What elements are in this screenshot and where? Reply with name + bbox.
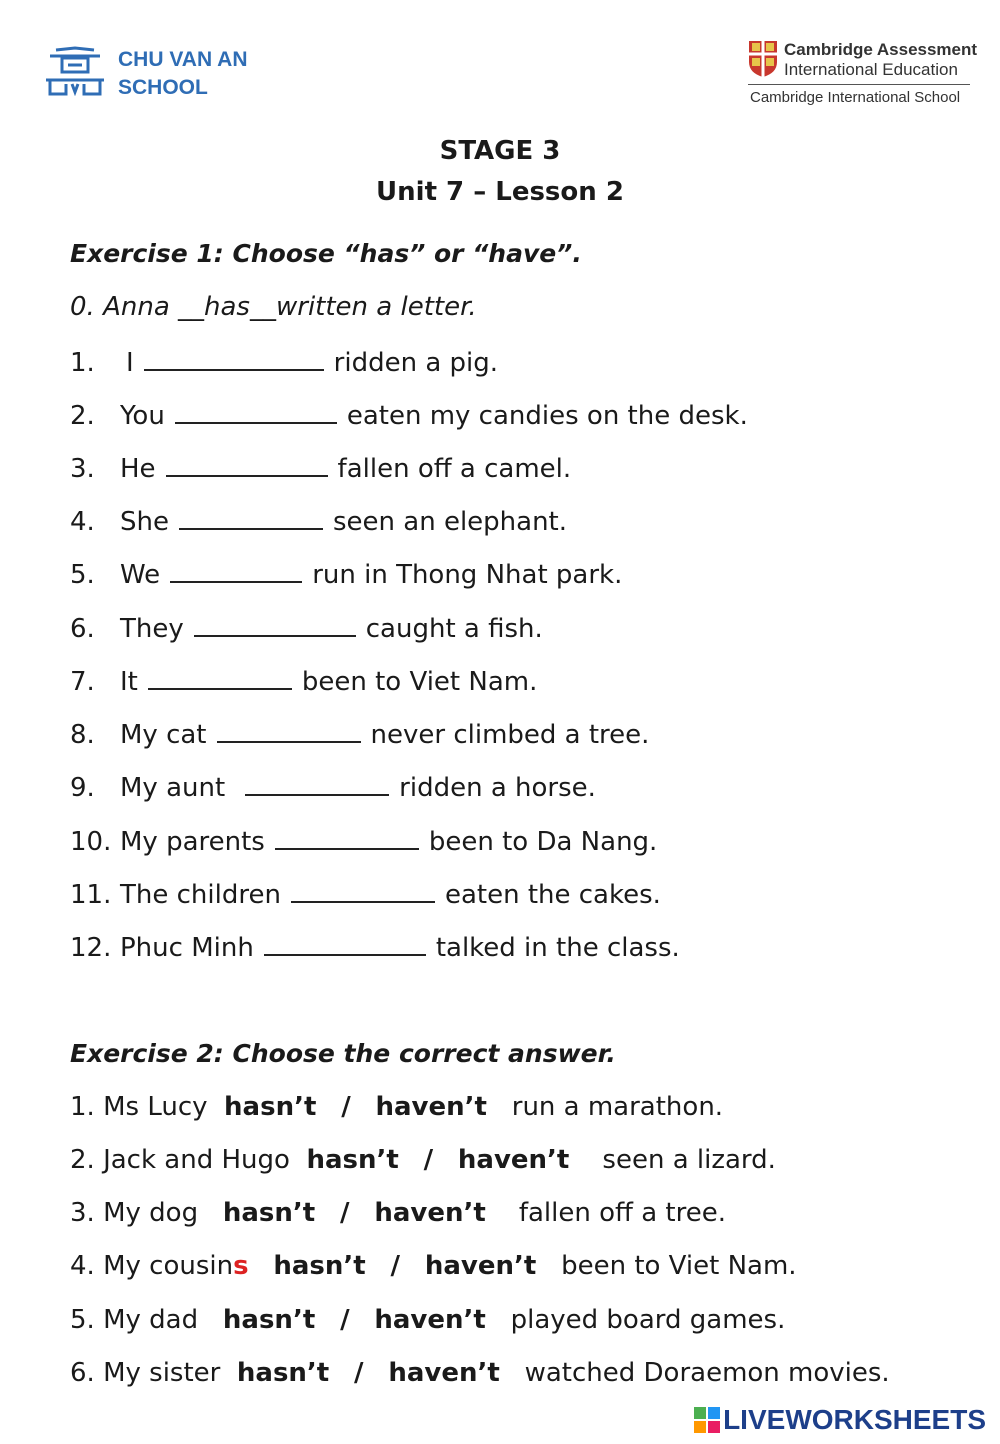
exercise1-item: [70, 877, 661, 910]
option-separator: /: [423, 1145, 434, 1175]
item-subject: My dad: [103, 1305, 199, 1335]
cambridge-title: Cambridge Assessment: [784, 40, 978, 59]
liveworksheets-logo-icon: [694, 1407, 720, 1433]
answer-blank[interactable]: [148, 664, 292, 690]
item-rest: seen an elephant.: [332, 507, 568, 537]
item-number: 5.: [70, 1305, 95, 1335]
example-prefix: 0. Anna __: [70, 292, 205, 322]
option-havent[interactable]: haven’t: [457, 1145, 570, 1175]
exercise1-item: [70, 930, 680, 963]
answer-blank[interactable]: [264, 930, 426, 956]
subject-highlight: s: [233, 1251, 249, 1281]
item-rest: run a marathon.: [511, 1092, 724, 1122]
item-rest: seen a lizard.: [602, 1145, 776, 1175]
exercise1-item: [70, 398, 748, 431]
item-number: 6.: [70, 614, 95, 644]
option-hasnt[interactable]: hasn’t: [222, 1305, 316, 1335]
brand-text: LIVEWORKSHEETS: [723, 1404, 986, 1435]
option-separator: /: [340, 1305, 350, 1335]
item-subject: The children: [120, 880, 281, 910]
example-answer: has: [204, 292, 250, 322]
item-rest: run in Thong Nhat park.: [312, 560, 623, 590]
option-havent[interactable]: haven’t: [424, 1251, 537, 1281]
exercise1-item: [70, 611, 543, 644]
option-havent[interactable]: haven’t: [375, 1092, 487, 1122]
item-rest: been to Da Nang.: [428, 827, 658, 857]
item-subject: Phuc Minh: [120, 933, 254, 963]
option-hasnt[interactable]: hasn’t: [236, 1358, 330, 1388]
item-subject: My aunt: [120, 773, 226, 803]
item-rest: never climbed a tree.: [370, 720, 650, 750]
school-name-line2: SCHOOL: [118, 76, 208, 99]
item-subject: It: [120, 667, 138, 697]
exercise1-item: [70, 345, 498, 378]
item-subject: My sister: [103, 1358, 221, 1388]
option-havent[interactable]: haven’t: [388, 1358, 500, 1388]
item-number: 5.: [70, 560, 95, 590]
answer-blank[interactable]: [217, 717, 361, 743]
item-subject: My dog: [103, 1198, 199, 1228]
option-hasnt[interactable]: hasn’t: [273, 1251, 366, 1281]
exercise2-item: [70, 1358, 890, 1388]
item-number: 2.: [70, 401, 95, 431]
item-number: 8.: [70, 720, 95, 750]
item-number: 4.: [70, 507, 95, 537]
answer-blank[interactable]: [175, 398, 337, 424]
item-number: 11.: [70, 880, 112, 910]
item-rest: eaten my candies on the desk.: [346, 401, 748, 431]
item-number: 1.: [70, 1092, 95, 1122]
item-subject: She: [120, 507, 169, 537]
option-havent[interactable]: haven’t: [374, 1305, 486, 1335]
option-hasnt[interactable]: hasn’t: [306, 1145, 399, 1175]
answer-blank[interactable]: [194, 611, 356, 637]
unit-title: Unit 7 – Lesson 2: [376, 177, 624, 207]
item-number: 3.: [70, 454, 95, 484]
liveworksheets-brand[interactable]: [694, 1404, 986, 1436]
school-logo-icon: [44, 44, 106, 96]
item-number: 2.: [70, 1145, 95, 1175]
answer-blank[interactable]: [179, 504, 323, 530]
item-rest: talked in the class.: [435, 933, 680, 963]
item-rest: eaten the cakes.: [444, 880, 661, 910]
school-name: [118, 46, 248, 102]
item-subject: Jack and Hugo: [103, 1145, 290, 1175]
item-rest: played board games.: [510, 1305, 786, 1335]
cambridge-crest-icon: [748, 40, 778, 78]
stage-title: STAGE 3: [439, 136, 561, 166]
item-rest: fallen off a tree.: [518, 1198, 726, 1228]
example-suffix: __written a letter.: [249, 292, 477, 322]
item-rest: ridden a horse.: [399, 773, 596, 803]
item-rest: caught a fish.: [365, 614, 543, 644]
answer-blank[interactable]: [245, 770, 389, 796]
option-separator: /: [341, 1092, 351, 1122]
item-subject: My cousin: [103, 1251, 234, 1281]
cambridge-divider: [748, 84, 970, 85]
exercise1-heading: Exercise 1: Choose “has” or “have”.: [70, 239, 582, 268]
item-rest: ridden a pig.: [333, 348, 499, 378]
item-subject: My parents: [120, 827, 265, 857]
option-havent[interactable]: haven’t: [374, 1198, 486, 1228]
item-number: 10.: [70, 827, 112, 857]
exercise2-item: [70, 1251, 797, 1281]
item-subject: Ms Lucy: [103, 1092, 208, 1122]
option-hasnt[interactable]: hasn’t: [224, 1092, 317, 1122]
item-rest: been to Viet Nam.: [301, 667, 538, 697]
cambridge-subtitle: International Education: [784, 60, 958, 79]
item-subject: My cat: [120, 720, 207, 750]
option-hasnt[interactable]: hasn’t: [222, 1198, 316, 1228]
answer-blank[interactable]: [170, 557, 302, 583]
item-number: 4.: [70, 1251, 95, 1281]
answer-blank[interactable]: [166, 451, 328, 477]
item-number: 6.: [70, 1358, 95, 1388]
exercise1-item: [70, 770, 596, 803]
exercise1-item: [70, 451, 571, 484]
school-name-line1: CHU VAN AN: [118, 48, 248, 71]
option-separator: /: [390, 1251, 401, 1281]
item-number: 3.: [70, 1198, 95, 1228]
item-subject: I: [126, 348, 134, 378]
answer-blank[interactable]: [144, 345, 324, 371]
item-number: 12.: [70, 933, 112, 963]
exercise1-item: [70, 664, 537, 697]
item-subject: You: [120, 401, 165, 431]
answer-blank[interactable]: [291, 877, 435, 903]
exercise2-item: [70, 1198, 726, 1228]
option-separator: /: [354, 1358, 364, 1388]
exercise1-example: [70, 292, 477, 322]
item-subject: We: [120, 560, 161, 590]
item-subject: They: [120, 614, 184, 644]
item-subject: He: [120, 454, 156, 484]
exercise2-item: [70, 1305, 785, 1335]
item-number: 9.: [70, 773, 95, 803]
exercise2-heading: Exercise 2: Choose the correct answer.: [70, 1039, 616, 1068]
exercise2-item: [70, 1092, 723, 1122]
item-rest: fallen off a camel.: [337, 454, 572, 484]
item-number: 1.: [70, 348, 95, 378]
exercise1-item: [70, 824, 657, 857]
option-separator: /: [340, 1198, 350, 1228]
exercise1-item: [70, 504, 567, 537]
answer-blank[interactable]: [275, 824, 419, 850]
item-rest: been to Viet Nam.: [561, 1251, 797, 1281]
exercise1-item: [70, 717, 649, 750]
exercise1-item: [70, 557, 622, 590]
item-number: 7.: [70, 667, 95, 697]
cambridge-school-label: Cambridge International School: [750, 89, 961, 106]
item-rest: watched Doraemon movies.: [524, 1358, 890, 1388]
exercise2-item: [70, 1145, 776, 1175]
